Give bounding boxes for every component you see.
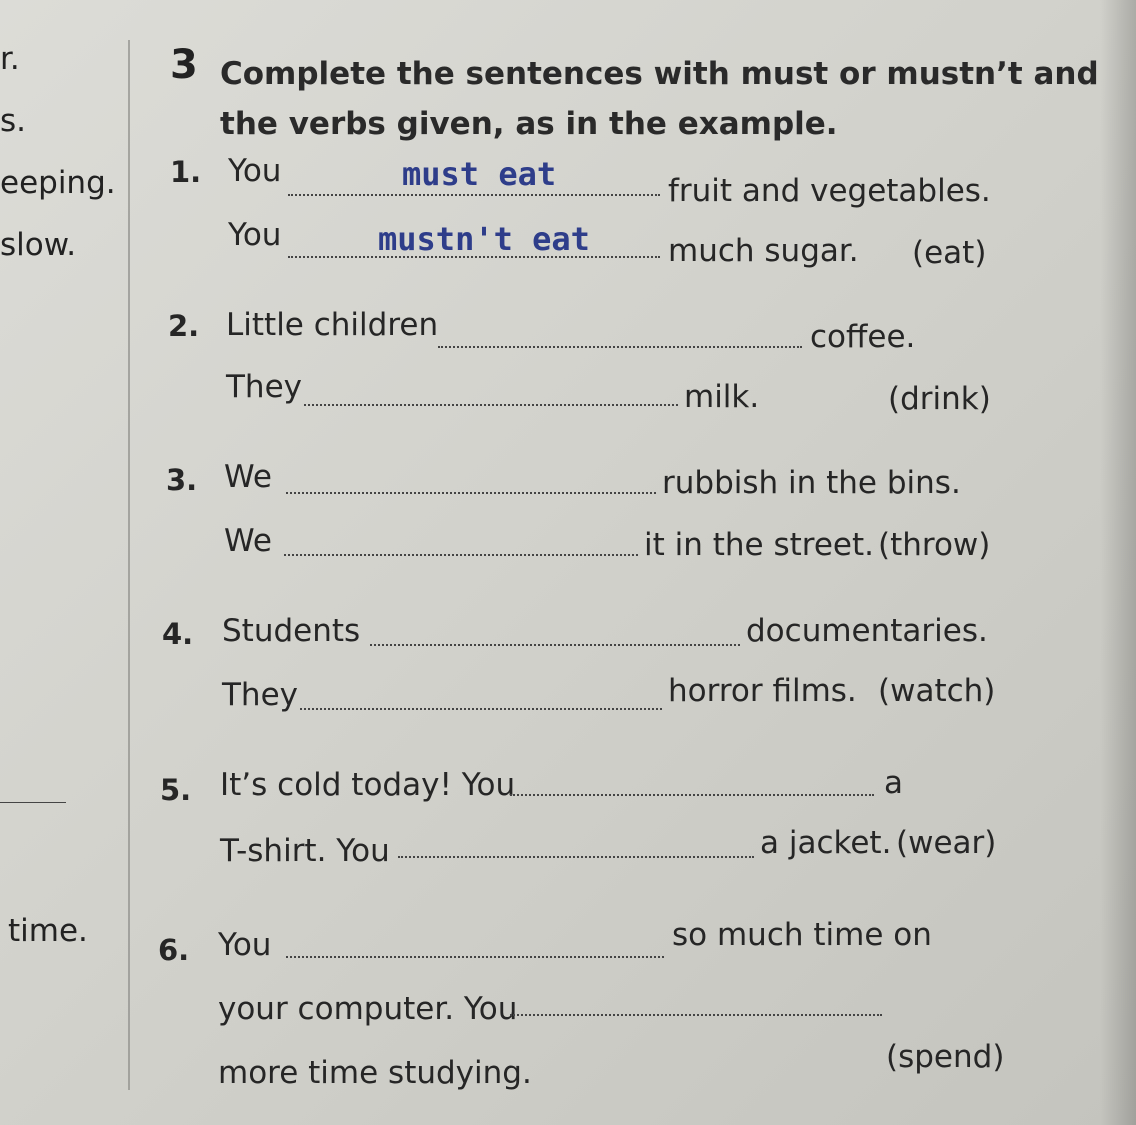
- handwritten-answer: must eat: [402, 155, 557, 193]
- answer-blank[interactable]: [370, 644, 740, 646]
- answer-blank[interactable]: [510, 1014, 882, 1016]
- page-fold-shadow: [1100, 0, 1136, 1125]
- item-number: 3.: [166, 463, 198, 497]
- answer-blank[interactable]: [398, 856, 754, 858]
- margin-fragment: eeping.: [0, 165, 116, 201]
- verb-hint: (spend): [886, 1039, 1005, 1075]
- exercise-instruction-line2: the verbs given, as in the example.: [220, 106, 838, 142]
- answer-blank[interactable]: [286, 492, 656, 494]
- margin-line: [0, 802, 66, 803]
- sentence-subject: your computer. You: [218, 991, 518, 1027]
- exercise-number: 3: [170, 42, 198, 88]
- sentence-rest: more time studying.: [218, 1055, 532, 1091]
- sentence-subject: We: [224, 459, 272, 495]
- sentence-subject: They: [226, 369, 303, 405]
- answer-blank[interactable]: [286, 956, 664, 958]
- sentence-rest: it in the street.: [644, 527, 874, 563]
- sentence-rest: a jacket.: [760, 825, 892, 861]
- sentence-rest: milk.: [684, 379, 760, 415]
- sentence-subject: T-shirt. You: [220, 833, 390, 869]
- sentence-rest: fruit and vegetables.: [668, 173, 991, 209]
- sentence-subject: You: [228, 217, 282, 253]
- verb-hint: (wear): [896, 825, 997, 861]
- sentence-rest: a: [884, 765, 903, 801]
- sentence-subject: We: [224, 523, 272, 559]
- handwritten-answer: mustn't eat: [378, 220, 590, 258]
- item-number: 6.: [158, 933, 190, 967]
- item-number: 2.: [168, 309, 200, 343]
- sentence-subject: Students: [222, 613, 361, 649]
- sentence-subject: It’s cold today! You: [220, 767, 516, 803]
- answer-blank[interactable]: [284, 554, 638, 556]
- column-divider: [128, 40, 130, 1090]
- verb-hint: (eat): [912, 235, 987, 271]
- verb-hint: (drink): [888, 381, 991, 417]
- sentence-subject: Little children: [226, 307, 439, 343]
- sentence-rest: rubbish in the bins.: [662, 465, 961, 501]
- answer-blank[interactable]: [438, 346, 802, 348]
- sentence-rest: horror films.: [668, 673, 857, 709]
- item-number: 1.: [170, 155, 202, 189]
- exercise-instruction-line1: Complete the sentences with must or mustn’t and: [220, 56, 1099, 92]
- sentence-rest: coffee.: [810, 319, 916, 355]
- item-number: 4.: [162, 617, 194, 651]
- margin-fragment: time.: [8, 913, 88, 949]
- sentence-subject: You: [228, 153, 282, 189]
- sentence-subject: You: [218, 927, 272, 963]
- verb-hint: (throw): [878, 527, 991, 563]
- answer-blank[interactable]: [304, 404, 678, 406]
- sentence-subject: They: [222, 677, 299, 713]
- verb-hint: (watch): [878, 673, 996, 709]
- answer-blank[interactable]: [510, 794, 874, 796]
- margin-fragment: slow.: [0, 227, 77, 263]
- item-number: 5.: [160, 773, 192, 807]
- answer-blank[interactable]: [300, 708, 662, 710]
- sentence-rest: documentaries.: [746, 613, 988, 649]
- sentence-rest: so much time on: [672, 917, 932, 953]
- sentence-rest: much sugar.: [668, 233, 859, 269]
- margin-fragment: s.: [0, 103, 27, 139]
- margin-fragment: r.: [0, 41, 20, 77]
- answer-blank[interactable]: [288, 194, 660, 196]
